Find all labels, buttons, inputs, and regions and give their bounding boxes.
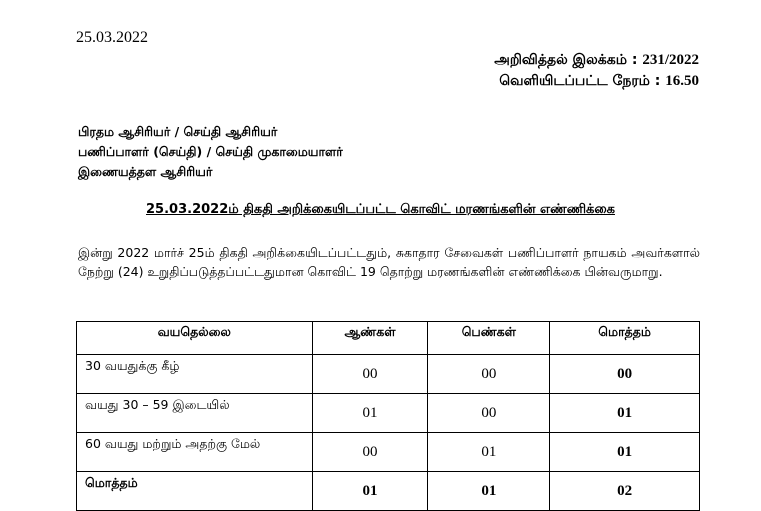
recipient-line: இணையத்தள ஆசிரியர் xyxy=(78,164,213,179)
row-label: மொத்தம் xyxy=(77,472,313,511)
table-row xyxy=(77,394,700,433)
notice-number: 231/2022 xyxy=(642,52,699,68)
female-count: 00 xyxy=(428,355,550,394)
male-count: 00 xyxy=(312,433,428,472)
notice-number-row xyxy=(494,50,699,71)
body-paragraph: இன்று 2022 மார்ச் 25ம் திகதி அறிக்கையிடப்பட்டதும், சுகாதார சேவைகள் பணிப்பாளர் நாயகம் அவர்களால் நேற்று (24) உறுதிப்படுத்தப்பட்டதுமான கொவிட் 19 தொற்று மரணங்களின் எண்ணிக்கை பின்வருமாறு. xyxy=(78,245,700,279)
male-count: 00 xyxy=(312,355,428,394)
release-time-label: வெளியிடப்பட்ட நேரம் : xyxy=(499,73,661,89)
header-age-range: வயதெல்லை xyxy=(77,322,313,355)
header-male: ஆண்கள் xyxy=(312,322,428,355)
female-count: 01 xyxy=(428,433,550,472)
header-total: மொத்தம் xyxy=(550,322,700,355)
release-time: 16.50 xyxy=(665,73,699,89)
row-label: 60 வயது மற்றும் அதற்கு மேல் xyxy=(77,433,313,472)
recipient-line: பணிப்பாளர் (செய்தி) / செய்தி முகாமையாளர் xyxy=(78,144,343,159)
header-female: பெண்கள் xyxy=(428,322,550,355)
heading-text: 25.03.2022ம் திகதி அறிக்கையிடப்பட்ட கொவிட் மரணங்களின் எண்ணிக்கை xyxy=(146,202,615,217)
female-count: 00 xyxy=(428,394,550,433)
notice-number-label: அறிவித்தல் இலக்கம் : xyxy=(494,52,638,68)
table-row xyxy=(77,355,700,394)
document-date: 25.03.2022 xyxy=(76,29,148,46)
table-total-row xyxy=(77,472,700,511)
total-count: 00 xyxy=(550,355,700,394)
recipient-line: பிரதம ஆசிரியர் / செய்தி ஆசிரியர் xyxy=(78,124,278,139)
release-time-row xyxy=(494,71,699,92)
notice-meta xyxy=(494,50,699,92)
female-count: 01 xyxy=(428,472,550,511)
table-row xyxy=(77,433,700,472)
total-count: 02 xyxy=(550,472,700,511)
document-heading xyxy=(0,202,761,218)
deaths-table xyxy=(76,321,700,511)
table-header-row xyxy=(77,322,700,355)
row-label: வயது 30 – 59 இடையில் xyxy=(77,394,313,433)
total-count: 01 xyxy=(550,433,700,472)
recipients-block xyxy=(78,122,343,182)
row-label: 30 வயதுக்கு கீழ் xyxy=(77,355,313,394)
male-count: 01 xyxy=(312,472,428,511)
male-count: 01 xyxy=(312,394,428,433)
total-count: 01 xyxy=(550,394,700,433)
